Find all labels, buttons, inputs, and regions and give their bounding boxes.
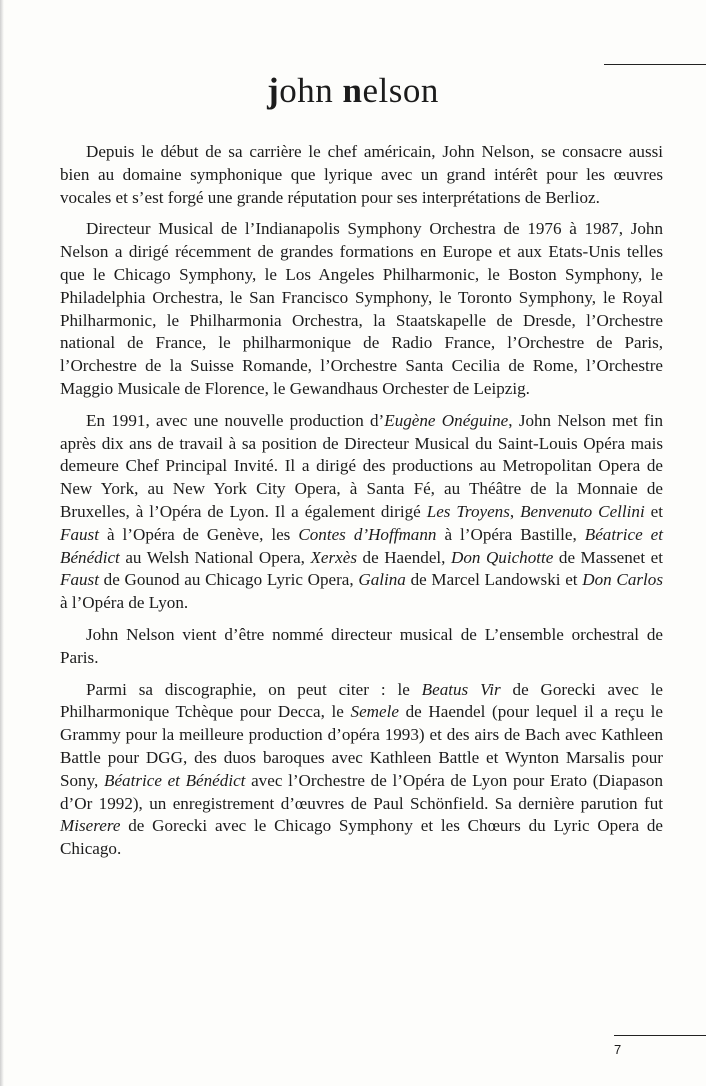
text-run: de Gorecki avec le Chicago Symphony et les Chœurs du Lyric Opera de Chicago. bbox=[60, 816, 663, 859]
text-run: au Welsh National Opera, bbox=[119, 547, 311, 567]
text-run: et bbox=[644, 501, 663, 521]
work-title: Benvenuto Cellini bbox=[520, 501, 645, 521]
work-title: Les Troyens bbox=[426, 501, 510, 521]
title-initial-j: j bbox=[267, 71, 280, 110]
work-title: Xerxès bbox=[310, 547, 357, 567]
text-run: à l’Opéra de Lyon. bbox=[60, 593, 189, 613]
page-number: 7 bbox=[614, 1042, 622, 1057]
text-run: de Gounod au Chicago Lyric Opera, bbox=[98, 570, 359, 590]
work-title: Don Carlos bbox=[582, 570, 663, 590]
work-title: Beatus Vir bbox=[421, 679, 501, 699]
work-title: Faust bbox=[60, 570, 99, 590]
paragraph-discography bbox=[60, 679, 663, 861]
page-title bbox=[0, 69, 706, 113]
text-run: de Gorecki avec le Philharmonique Tchèque pour Decca, le bbox=[60, 679, 663, 722]
title-initial-n: n bbox=[342, 71, 363, 110]
text-run: de Massenet et bbox=[553, 547, 663, 567]
text-run: à l’Opéra Bastille, bbox=[436, 524, 585, 544]
text-run: En 1991, avec une nouvelle production d’ bbox=[86, 410, 385, 430]
page-edge-shadow bbox=[0, 0, 4, 1086]
work-title: Contes d’Hoffmann bbox=[298, 524, 437, 544]
biography-text bbox=[60, 141, 663, 870]
work-title: Galina bbox=[358, 570, 406, 590]
work-title: Faust bbox=[60, 524, 99, 544]
work-title: Béatrice et Bénédict bbox=[60, 524, 663, 567]
work-title: Semele bbox=[350, 702, 399, 722]
paragraph-opera-productions bbox=[60, 410, 663, 615]
work-title: Miserere bbox=[60, 816, 121, 836]
paragraph-appointment: John Nelson vient d’être nommé directeur musical de L’ensemble orchestral de Paris. bbox=[60, 624, 663, 667]
top-rule bbox=[604, 64, 706, 65]
bottom-rule bbox=[614, 1035, 706, 1036]
work-title: Béatrice et Bénédict bbox=[104, 770, 246, 790]
work-title: Eugène Onéguine bbox=[384, 410, 509, 430]
text-run: à l’Opéra de Genève, les bbox=[98, 524, 299, 544]
text-run: Parmi sa discographie, on peut citer : le bbox=[86, 679, 422, 699]
paragraph-orchestras: Directeur Musical de l’Indianapolis Symphony Orchestra de 1976 à 1987, John Nelson a dirigé récemment de grandes formations en Europe et aux Etats-Unis telles que le Chicago Symphony, le Los Angeles Philharmonic, le Boston Symphony, le Philadelphia Orchestra, le San Francisco Symphony, le Toronto Symphony, le Royal Philharmonic, le Philharmonia Orchestra, la Staatskapelle de Dresde, l’Orchestre national de France, le philharmonique de Radio France, l’Orchestre de Paris, l’Orchestre de la Suisse Romande, l’Orchestre Santa Cecilia de Rome, l’Orchestre Maggio Musicale de Florence, le Gewandhaus Orchester de Leipzig. bbox=[60, 219, 663, 398]
title-first-name-rest: ohn bbox=[279, 71, 343, 110]
text-run: , John Nelson met fin après dix ans de travail à sa position de Directeur Musical du Saint-Louis Opéra mais demeure Chef Principal Invité. Il a dirigé des productions au Metropolitan Opera de New York, au New York City Opera, à Santa Fé, au Théâtre de la Monnaie de Bruxelles, à l’Opéra de Lyon. Il a également dirigé bbox=[60, 410, 663, 521]
text-run: de Haendel, bbox=[357, 547, 451, 567]
text-run: , bbox=[509, 501, 521, 521]
text-run: de Marcel Landowski et bbox=[405, 570, 583, 590]
title-last-name-rest: elson bbox=[362, 71, 439, 110]
text-run: avec l’Orchestre de l’Opéra de Lyon pour Erato (Diapason d’Or 1992), un enregistrement d’œuvres de Paul Schönfield. Sa dernière parution fut bbox=[60, 770, 663, 813]
work-title: Don Quichotte bbox=[450, 547, 554, 567]
text-run: de Haendel (pour lequel il a reçu le Grammy pour la meilleure production d’opéra 1993) et des airs de Bach avec Kathleen Battle pour DGG, des duos baroques avec Kathleen Battle et Wynton Marsalis pour Sony, bbox=[60, 702, 663, 790]
paragraph-intro: Depuis le début de sa carrière le chef américain, John Nelson, se consacre aussi bien au domaine symphonique que lyrique avec un grand intérêt pour les œuvres vocales et s’est forgé une grande réputation pour ses interprétations de Berlioz. bbox=[60, 142, 663, 207]
